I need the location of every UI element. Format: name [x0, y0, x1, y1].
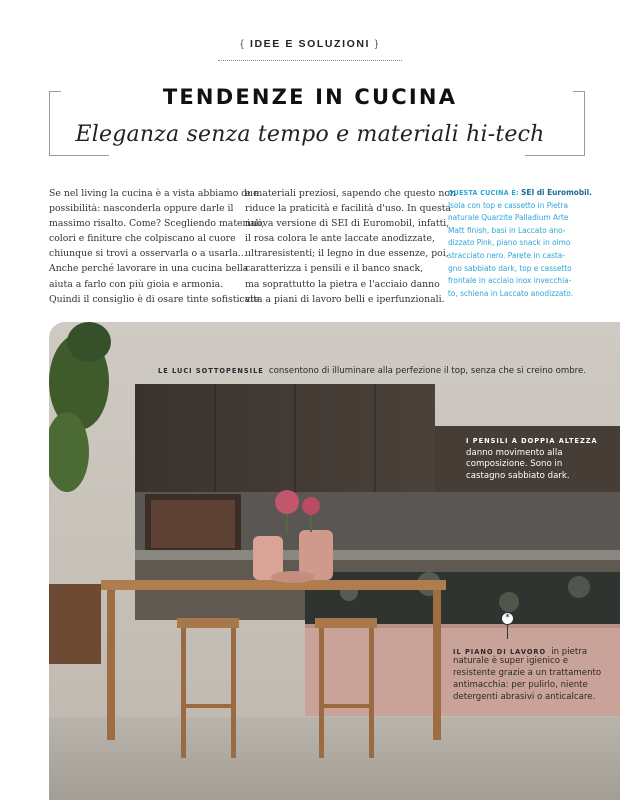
body-line: massimo risalto. Come? Scegliendo materiali, — [49, 218, 265, 230]
note-line: resistente grazie a un trattamento — [453, 668, 602, 678]
caption-line: frontale in acciaio inox invecchia- — [448, 275, 572, 286]
caption-line: Isola con top e cassetto in Pietra — [448, 199, 568, 210]
body-line: e materiali preziosi, sapendo che questo non — [245, 188, 456, 199]
caption-lead: QUESTA CUCINA È: — [448, 189, 519, 197]
caption-line: Matt finish, basi in Laccato ano- — [448, 224, 566, 235]
note-line: detergenti abrasivi o anticalcare. — [453, 692, 596, 702]
body-line: Se nel living la cucina è a vista abbiamo due — [49, 188, 259, 199]
body-line: aiuta a farlo con più gioia e armonia. — [49, 278, 224, 290]
caption-line: dizzato Pink, piano snack in olmo — [448, 237, 571, 248]
body-line: il rosa colora le ante laccate anodizzate, — [245, 233, 435, 245]
photo-note-lights — [158, 358, 586, 377]
body-line: ma soprattutto la pietra e l'acciaio danno — [245, 278, 440, 290]
kitchen-photo — [49, 322, 620, 800]
body-line: vita a piani di lavoro belli e iperfunzionali. — [245, 293, 445, 305]
section-kicker — [0, 38, 620, 50]
body-column-1 — [49, 186, 265, 307]
caption-line: to, schiena in Laccato anodizzato. — [448, 287, 573, 298]
note-lead: LE LUCI SOTTOPENSILE — [158, 367, 264, 375]
kicker-label: IDEE E SOLUZIONI — [249, 38, 371, 50]
marker-line — [507, 625, 508, 639]
note-line: naturale è super igienico e — [453, 656, 569, 666]
body-line: caratterizza i pensili e il banco snack, — [245, 263, 424, 275]
body-line: possibilità: nasconderla oppure darle il — [49, 203, 234, 215]
kicker-brace-close: } — [374, 38, 380, 50]
note-text: in pietra — [551, 647, 588, 657]
body-line: ultraresistenti; il legno in due essenze, poi, — [245, 248, 449, 260]
note-lead: I PENSILI A DOPPIA ALTEZZA — [466, 437, 598, 445]
photo-note-worktop — [453, 643, 601, 703]
note-line: castagno sabbiato dark. — [466, 470, 570, 481]
body-column-2 — [245, 186, 456, 307]
kicker-divider — [218, 60, 402, 61]
page-title: TENDENZE IN CUCINA — [0, 85, 620, 109]
note-line: composizione. Sono in — [466, 459, 563, 469]
body-line: colori e finiture che colpiscano al cuore — [49, 233, 236, 245]
body-line: riduce la praticità e facilità d'uso. In questa — [245, 203, 452, 215]
page-subtitle: Eleganza senza tempo e materiali hi-tech — [75, 122, 545, 147]
caption-line: stracciato nero. Parete in casta- — [448, 249, 565, 260]
caption-line: naturale Quarzite Palladium Arte — [448, 212, 569, 223]
body-line: Anche perché lavorare in una cucina bella — [49, 263, 249, 275]
note-line: antimacchia: per pulirlo, niente — [453, 680, 588, 690]
photo-note-cabinets — [466, 436, 598, 482]
body-line: Quindi il consiglio è di osare tinte sofisticate — [49, 293, 260, 305]
caption-product-name: SEI di Euromobil. — [521, 187, 592, 197]
note-lead: IL PIANO DI LAVORO — [453, 648, 547, 656]
note-text: consentono di illuminare alla perfezione il top, senza che si creino ombre. — [268, 366, 587, 376]
asterisk-marker-icon: * — [501, 612, 514, 625]
kicker-brace-open: { — [240, 38, 246, 50]
caption-line: gno sabbiato dark, top e cassetto — [448, 262, 572, 273]
product-caption — [448, 186, 598, 299]
body-line: chiunque si trovi a osservarla o a usarla... — [49, 248, 247, 260]
kitchen-illustration — [49, 322, 620, 800]
note-line: danno movimento alla — [466, 447, 563, 458]
body-line: nuova versione di SEI di Euromobil, infatti, — [245, 218, 450, 230]
